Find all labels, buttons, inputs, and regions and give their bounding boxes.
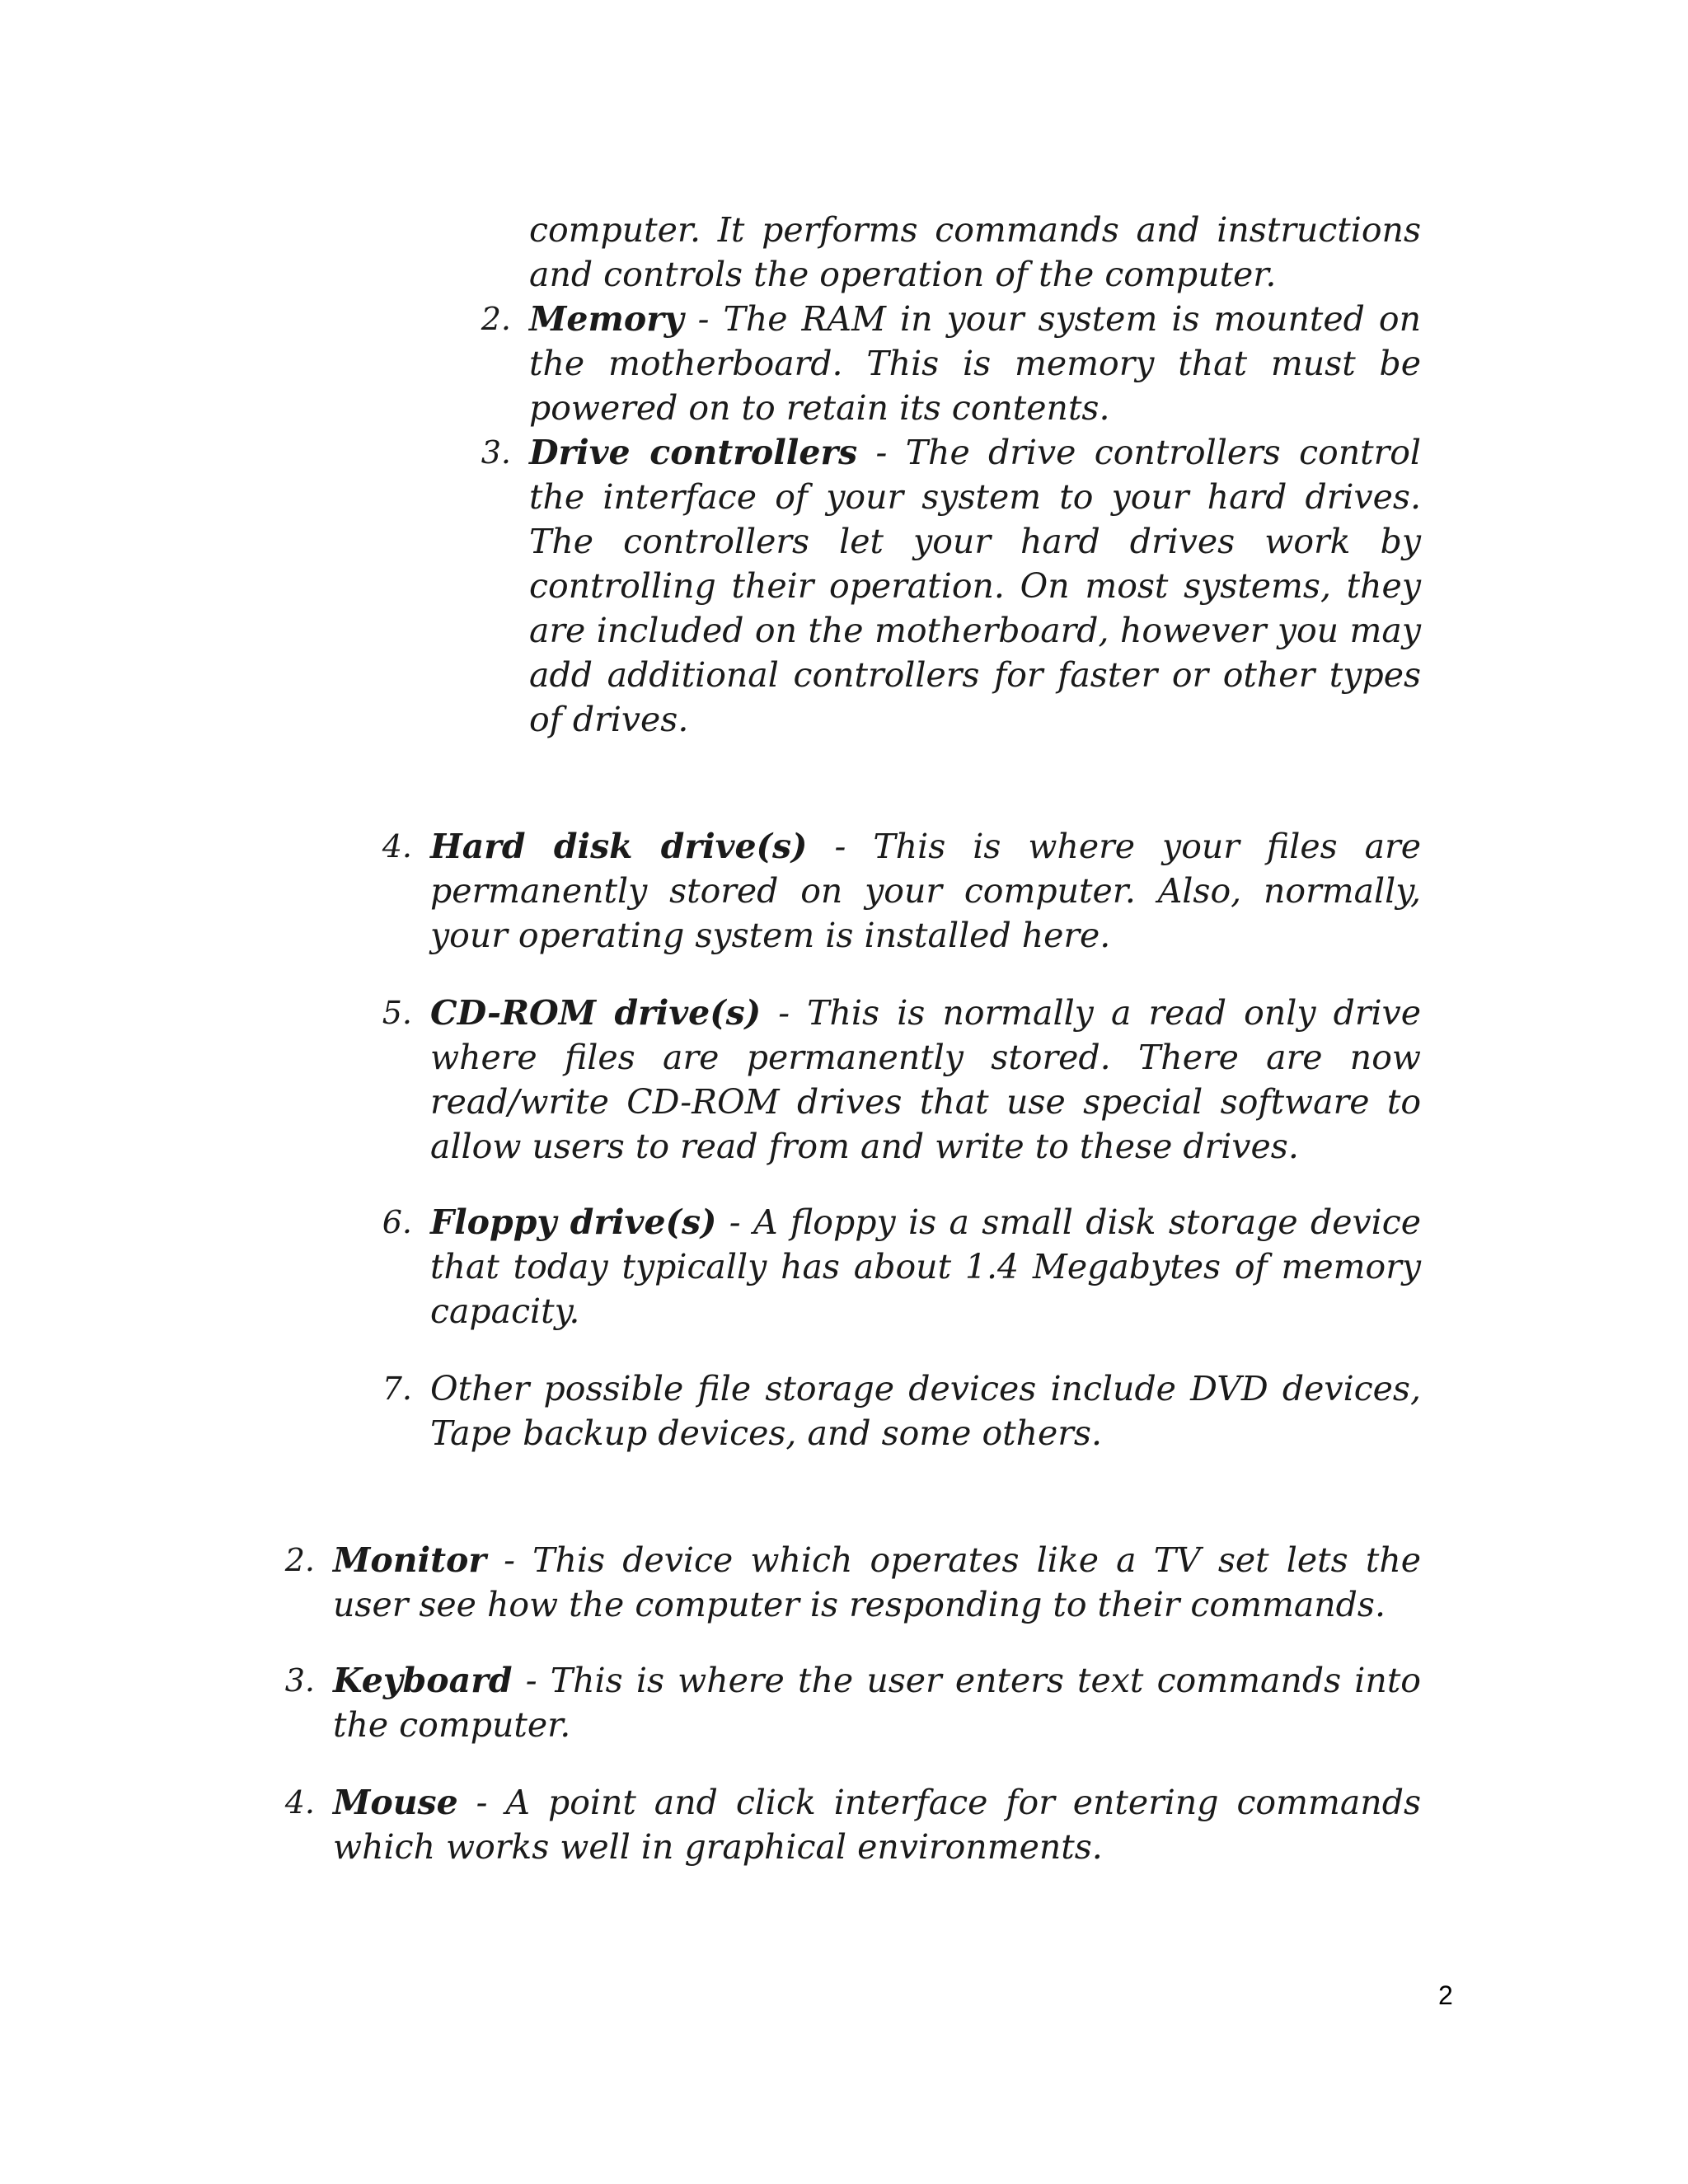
item-description: Other possible file storage devices include DVD devices, Tape backup devices, and some others. [430, 1369, 1421, 1453]
item-term: CD-ROM drive(s) [430, 993, 762, 1033]
list-item-body [333, 1780, 1421, 1869]
list-item-body [529, 430, 1421, 742]
list-number: 3. [481, 434, 511, 471]
list-number: 5. [382, 995, 412, 1031]
item-description: - This device which operates like a TV set lets the user see how the computer is responding to their commands. [333, 1540, 1421, 1624]
list-item-body [430, 824, 1421, 958]
list-number: 4. [284, 1784, 315, 1821]
item-term: Hard disk drive(s) [430, 827, 808, 866]
list-number: 2. [481, 301, 511, 337]
list-number: 2. [284, 1542, 315, 1578]
list-number: 3. [284, 1662, 315, 1699]
item-term: Keyboard [333, 1661, 513, 1700]
item-term: Monitor [333, 1540, 487, 1580]
list-item-body [333, 1538, 1421, 1627]
list-number: 7. [382, 1371, 412, 1407]
item-description: - This is where the user enters text commands into the computer. [333, 1661, 1421, 1745]
item-description: - The RAM in your system is mounted on the motherboard. This is memory that must be powered on to retain its contents. [529, 299, 1421, 428]
page-number: 2 [1438, 1980, 1453, 2010]
item-term: Memory [529, 299, 684, 339]
item-description: - This is normally a read only drive where files are permanently stored. There are now read/write CD-ROM drives that use special software to allow users to read from and write to these drives. [430, 993, 1421, 1166]
item-description: - This is where your files are permanently stored on your computer. Also, normally, your operating system is installed here. [430, 827, 1421, 955]
list-item-body [529, 297, 1421, 430]
list-item-body [430, 1200, 1421, 1333]
item-description: - A floppy is a small disk storage device that today typically has about 1.4 Megabytes of memory capacity. [430, 1202, 1421, 1331]
continuation-paragraph: computer. It performs commands and instructions and controls the operation of the computer. [529, 210, 1421, 294]
item-description: - A point and click interface for entering commands which works well in graphical environments. [333, 1783, 1421, 1867]
list-number: 6. [382, 1204, 412, 1240]
list-item-body [430, 1366, 1421, 1455]
item-term: Drive controllers [529, 433, 858, 472]
list-item-body [333, 1658, 1421, 1747]
item-term: Mouse [333, 1783, 458, 1822]
item-description: - The drive controllers control the interface of your system to your hard drives. The controllers let your hard drives work by controlling their operation. On most systems, they are included on the motherboard, however you may add additional controllers for faster or other types of drives. [529, 433, 1421, 739]
list-number: 4. [382, 828, 412, 865]
item-term: Floppy drive(s) [430, 1202, 717, 1242]
list-item-body [430, 991, 1421, 1169]
